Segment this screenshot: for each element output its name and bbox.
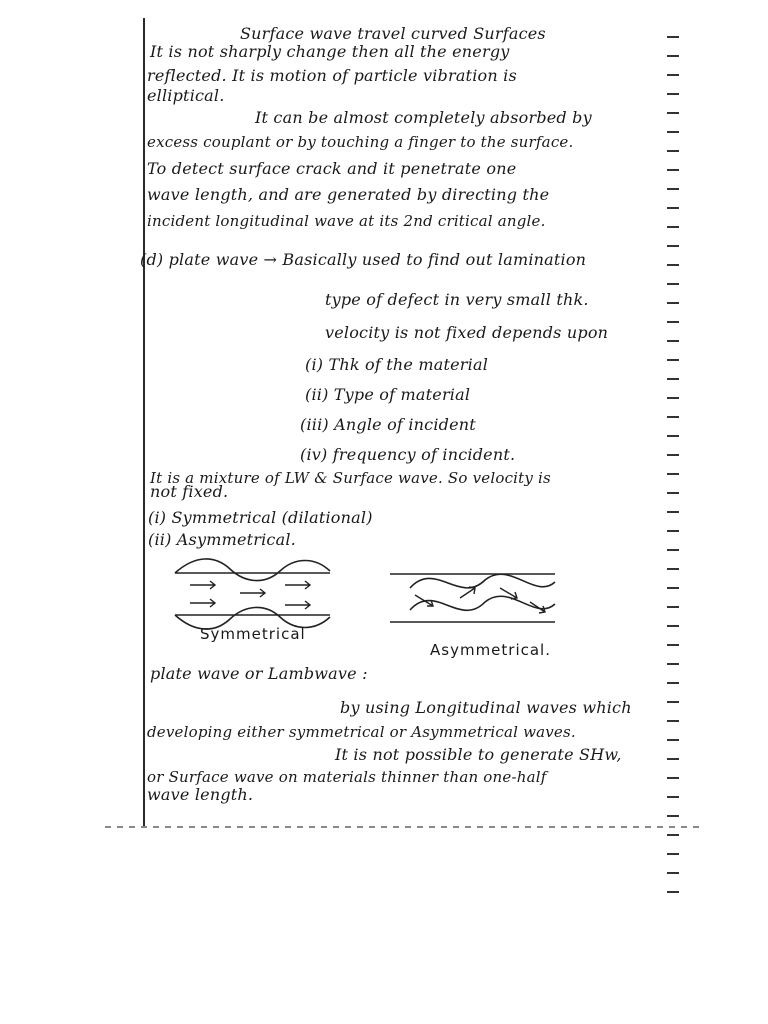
line-05: It can be almost completely absorbed by xyxy=(255,108,592,127)
line-03: reflected. It is motion of particle vibration is xyxy=(147,66,517,85)
asymmetrical-wave-diagram xyxy=(385,560,565,635)
line-14: (ii) Type of material xyxy=(305,385,471,404)
line-02: It is not sharply change then all the energy xyxy=(150,42,510,61)
line-13: (i) Thk of the material xyxy=(305,355,489,374)
asymmetrical-caption: Asymmetrical. xyxy=(430,641,551,659)
line-22: by using Longitudinal waves which xyxy=(340,698,632,717)
spiral-binding xyxy=(667,24,689,824)
line-26: wave length. xyxy=(147,785,254,804)
line-18: not fixed. xyxy=(150,482,229,501)
line-11: type of defect in very small thk. xyxy=(325,290,589,309)
line-04: elliptical. xyxy=(147,86,225,105)
line-25: or Surface wave on materials thinner than one-half xyxy=(147,768,547,786)
line-09: incident longitudinal wave at its 2nd critical angle. xyxy=(147,212,546,230)
line-21: plate wave or Lambwave : xyxy=(150,664,368,683)
line-10: (d) plate wave → Basically used to find out lamination xyxy=(140,250,587,269)
line-08: wave length, and are generated by directing the xyxy=(147,185,550,204)
page-bottom-edge xyxy=(105,826,705,828)
line-20: (ii) Asymmetrical. xyxy=(148,530,296,549)
line-17: It is a mixture of LW & Surface wave. So velocity is xyxy=(150,469,551,487)
line-24: It is not possible to generate SHw, xyxy=(335,745,622,764)
symmetrical-wave-diagram xyxy=(170,555,340,630)
symmetrical-caption: Symmetrical xyxy=(200,625,306,643)
line-07: To detect surface crack and it penetrate one xyxy=(147,159,517,178)
line-23: developing either symmetrical or Asymmetrical waves. xyxy=(147,723,576,741)
line-19: (i) Symmetrical (dilational) xyxy=(148,508,373,527)
line-01: Surface wave travel curved Surfaces xyxy=(240,24,546,43)
line-16: (iv) frequency of incident. xyxy=(300,445,516,464)
margin-line xyxy=(143,18,145,828)
line-15: (iii) Angle of incident xyxy=(300,415,476,434)
line-06: excess couplant or by touching a finger to the surface. xyxy=(147,133,574,151)
line-12: velocity is not fixed depends upon xyxy=(325,323,609,342)
